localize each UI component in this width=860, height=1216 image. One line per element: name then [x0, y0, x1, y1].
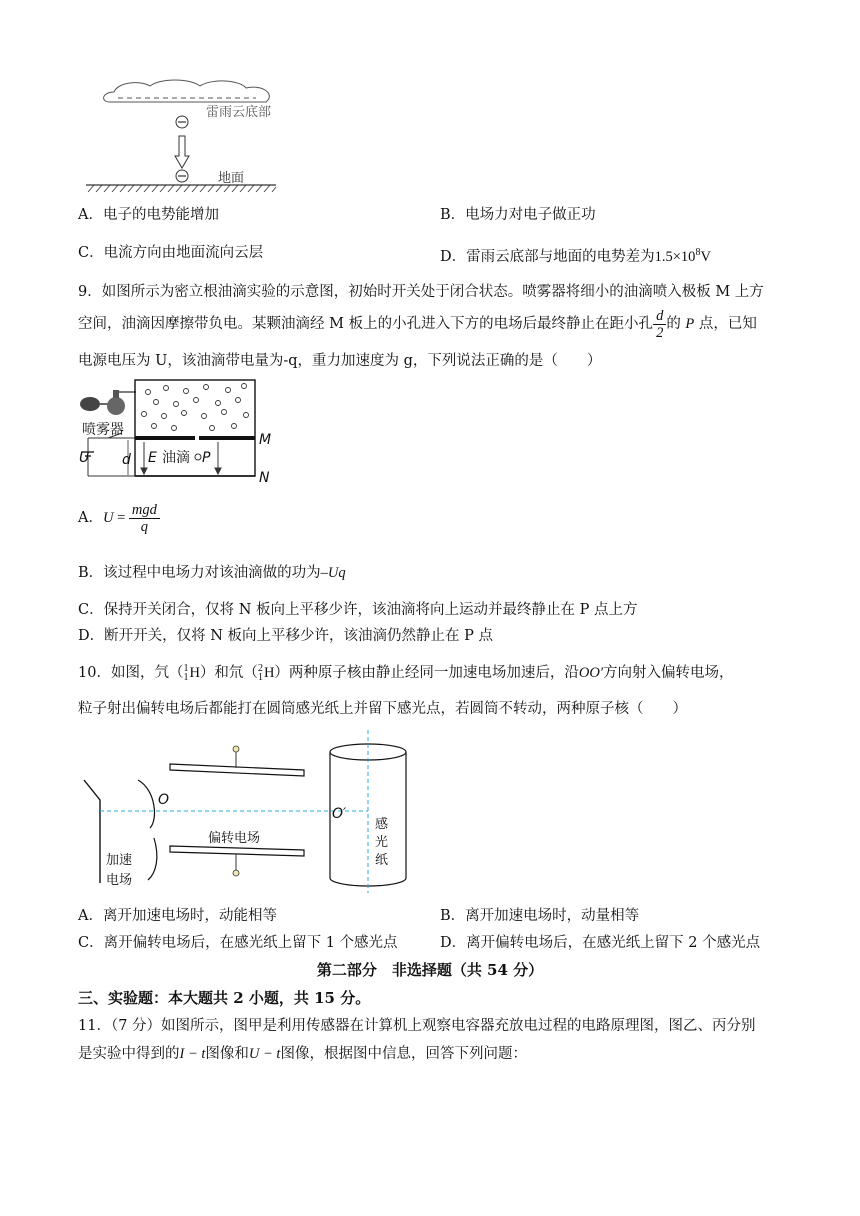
thundercloud-shape [104, 80, 270, 102]
label-o: O [158, 792, 170, 808]
q10-stem-line-1: 10．如图，氕（ 1 1 H）和氘（ 2 1 H）两种原子核由静止经同一加速电场加速后，沿OO′方向射入偏转电场， [78, 663, 734, 683]
q10-option-c: C．离开偏转电场后，在感光纸上留下 1 个感光点 [78, 935, 398, 951]
cloud-label: 雷雨云底部 [206, 105, 272, 120]
q9-stem-line-1: 9．如图所示为密立根油滴实验的示意图，初始时开关处于闭合状态。喷雾器将细小的油滴喷入极板 M 上方 [78, 284, 764, 300]
label-accel-2: 电场 [106, 873, 133, 888]
down-arrow-icon [175, 136, 189, 168]
label-n: N [259, 470, 270, 484]
q8-option-b: B．电场力对电子做正功 [440, 207, 596, 223]
label-accel-1: 加速 [106, 853, 133, 868]
q9-option-c: C．保持开关闭合，仅将 N 板向上平移少许，该油滴将向上运动并最终静止在 P 点上方 [78, 602, 638, 618]
plate-m [135, 436, 195, 440]
label-e: E [148, 450, 157, 466]
q9-stem-line-3: 电源电压为 U，该油滴带电量为-q，重力加速度为 g，下列说法正确的是（ ） [78, 353, 602, 369]
q8-option-d: D．雷雨云底部与地面的电势差为$1.5\times 10^8V$ [440, 247, 711, 265]
ground-hatch [88, 185, 276, 192]
oil-droplets [142, 384, 249, 431]
label-deflect: 偏转电场 [208, 831, 261, 846]
sprayer-bulb [80, 397, 100, 411]
q8-option-c: C．电流方向由地面流向云层 [78, 245, 264, 261]
label-paper-2: 光 [375, 835, 389, 850]
label-p: P [202, 450, 211, 466]
q10-option-b: B．离开加速电场时，动量相等 [440, 908, 640, 924]
oil-drop-p [195, 454, 201, 460]
section3-title: 三、实验题：本大题共 2 小题，共 15 分。 [78, 989, 371, 1007]
label-oil: 油滴 [162, 450, 190, 466]
deflection-field-figure [78, 728, 418, 893]
label-paper-1: 感 [375, 817, 389, 832]
sprayer-label: 喷雾器 [82, 422, 124, 438]
label-o-prime: O′ [332, 806, 347, 822]
label-d: d [122, 452, 131, 468]
ground-label: 地面 [218, 171, 245, 186]
q8-option-a: A．电子的电势能增加 [78, 207, 219, 223]
fraction-d-over-2: $\frac{d}{2}$ [653, 308, 666, 341]
label-m: M [259, 432, 272, 448]
q9-stem-line-2: 空间，油滴因摩擦带负电。某颗油滴经 M 板上的小孔进入下方的电场后最终静止在距小孔 $\frac{d}{2}$ 的 P 点，已知 [78, 307, 757, 341]
q9-option-a: A．U = $\frac{\text{mgd}}{q}$ [78, 496, 160, 540]
accel-plate-right [138, 780, 154, 828]
cloud-ground-figure [80, 72, 300, 197]
part2-title: 第二部分 非选择题（共 54 分） [316, 961, 544, 979]
accel-plate-left [84, 780, 100, 883]
q9-option-b: B．该过程中电场力对该油滴做的功为–Uq [78, 565, 346, 581]
millikan-oil-drop-figure [78, 378, 278, 484]
q10-option-a: A．离开加速电场时，动能相等 [78, 908, 277, 924]
q10-option-d: D．离开偏转电场后，在感光纸上留下 2 个感光点 [440, 935, 761, 951]
q9-option-d: D．断开开关，仅将 N 板向上平移少许，该油滴仍然静止在 P 点 [78, 628, 494, 644]
label-paper-3: 纸 [375, 853, 389, 868]
q10-stem-line-2: 粒子射出偏转电场后都能打在圆筒感光纸上并留下感光点，若圆筒不转动，两种原子核（ ） [78, 701, 687, 717]
q11-stem-line-1: 11．（7 分）如图所示，图甲是利用传感器在计算机上观察电容器充放电过程的电路原理图，图乙、丙分别 [78, 1018, 756, 1034]
label-u: U [79, 450, 90, 466]
q11-stem-line-2: 是实验中得到的I − t图像和U − t图像，根据图中信息，回答下列问题： [78, 1046, 527, 1062]
sprayer-bottle [107, 397, 125, 415]
